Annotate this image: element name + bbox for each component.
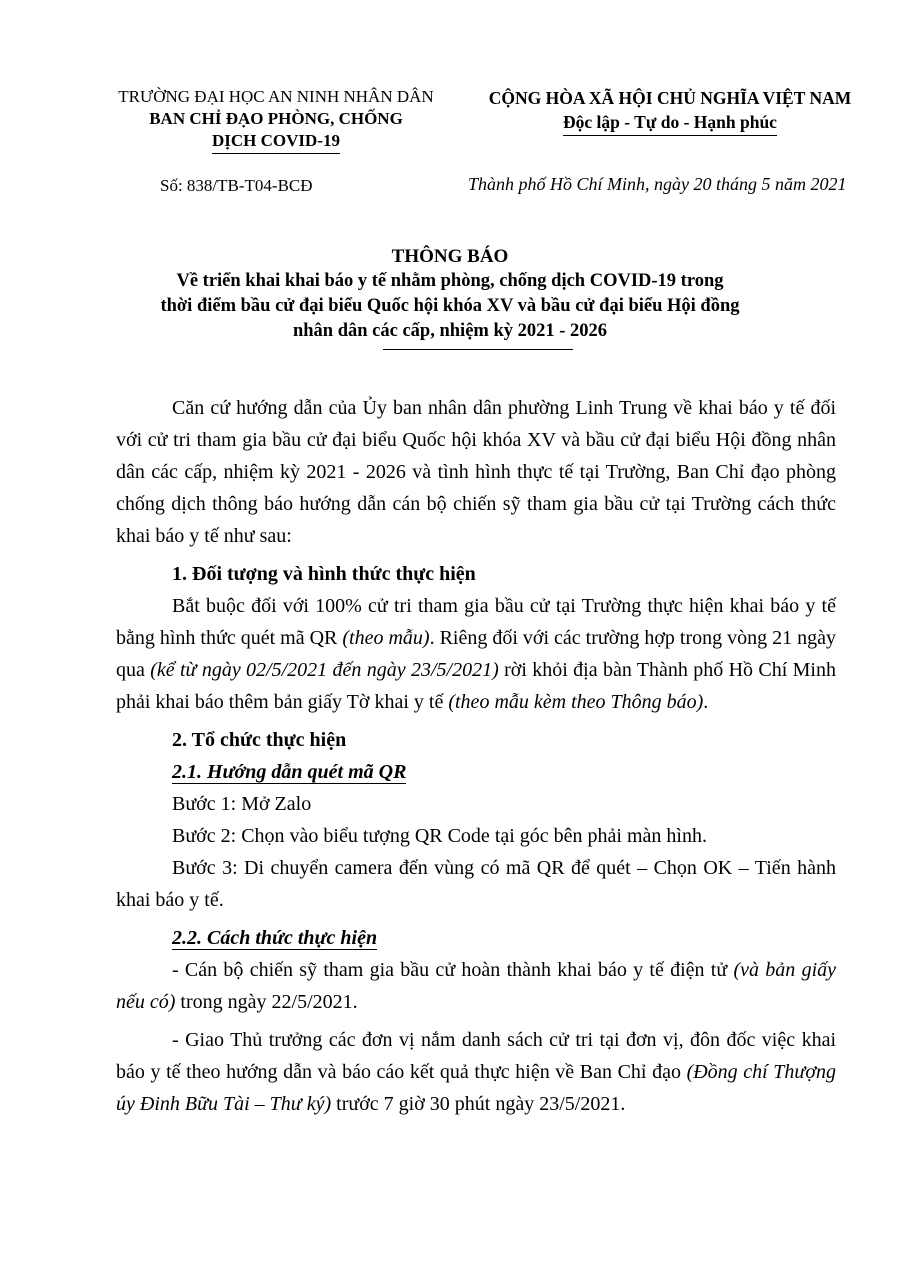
title-divider xyxy=(383,349,573,350)
step-1: Bước 1: Mở Zalo xyxy=(172,793,312,815)
intro-paragraph: Căn cứ hướng dẫn của Ủy ban nhân dân phường Linh Trung về khai báo y tế đối với cử tri tham gia bầu cử đại biểu Quốc hội khóa XV và bầu cử đại biểu Hội đồng nhân dân các cấp, nhiệm kỳ 2021 - 2026 và tình hình thực tế tại Trường, Ban Chỉ đạo phòng chống dịch thông báo hướng dẫn cán bộ chiến sỹ tham gia bầu cử tại Trường cách thức khai báo y tế như sau: xyxy=(116,397,836,547)
document-title-block xyxy=(100,244,800,344)
parent-organization: TRƯỜNG ĐẠI HỌC AN NINH NHÂN DÂN xyxy=(118,87,434,106)
place-and-date: Thành phố Hồ Chí Minh, ngày 20 tháng 5 năm 2021 xyxy=(468,174,847,194)
issuing-unit-line2: DỊCH COVID-19 xyxy=(212,130,340,154)
document-kind: THÔNG BÁO xyxy=(391,246,509,267)
title-line-1: Về triển khai khai báo y tế nhằm phòng, chống dịch COVID-19 trong xyxy=(176,271,724,291)
step-2: Bước 2: Chọn vào biểu tượng QR Code tại góc bên phải màn hình. xyxy=(172,825,707,847)
bullet-1: - Cán bộ chiến sỹ tham gia bầu cử hoàn thành khai báo y tế điện tử (và bản giấy nếu có) trong ngày 22/5/2021. xyxy=(116,959,836,1013)
document-body xyxy=(116,392,836,1120)
section-1-paragraph: Bắt buộc đối với 100% cử tri tham gia bầu cử tại Trường thực hiện khai báo y tế bằng hình thức quét mã QR (theo mẫu). Riêng đối với các trường hợp trong vòng 21 ngày qua (kể từ ngày 02/5/2021 đến ngày 23/5/2021) rời khỏi địa bàn Thành phố Hồ Chí Minh phải khai báo thêm bản giấy Tờ khai y tế (theo mẫu kèm theo Thông báo). xyxy=(116,595,836,713)
title-line-3: nhân dân các cấp, nhiệm kỳ 2021 - 2026 xyxy=(292,321,608,341)
title-line-2: thời điểm bầu cử đại biểu Quốc hội khóa XV và bầu cử đại biểu Hội đồng xyxy=(160,296,740,316)
issuing-unit-line1: BAN CHỈ ĐẠO PHÒNG, CHỐNG xyxy=(149,109,403,128)
national-heading-block xyxy=(450,86,890,136)
subsection-2-1-heading: 2.1. Hướng dẫn quét mã QR xyxy=(172,761,407,783)
section-1-heading: 1. Đối tượng và hình thức thực hiện xyxy=(172,563,476,585)
national-motto: Độc lập - Tự do - Hạnh phúc xyxy=(563,110,777,136)
subsection-2-2-heading: 2.2. Cách thức thực hiện xyxy=(172,927,378,949)
document-number: Số: 838/TB-T04-BCĐ xyxy=(160,176,313,195)
issuing-agency-block xyxy=(86,86,466,154)
step-3: Bước 3: Di chuyển camera đến vùng có mã QR để quét – Chọn OK – Tiến hành khai báo y tế. xyxy=(116,857,836,911)
bullet-2: - Giao Thủ trưởng các đơn vị nắm danh sách cử tri tại đơn vị, đôn đốc việc khai báo y tế theo hướng dẫn và báo cáo kết quả thực hiện về Ban Chỉ đạo (Đồng chí Thượng úy Đinh Bữu Tài – Thư ký) trước 7 giờ 30 phút ngày 23/5/2021. xyxy=(116,1029,836,1115)
section-2-heading: 2. Tổ chức thực hiện xyxy=(172,729,347,751)
national-title: CỘNG HÒA XÃ HỘI CHỦ NGHĨA VIỆT NAM xyxy=(488,88,852,108)
